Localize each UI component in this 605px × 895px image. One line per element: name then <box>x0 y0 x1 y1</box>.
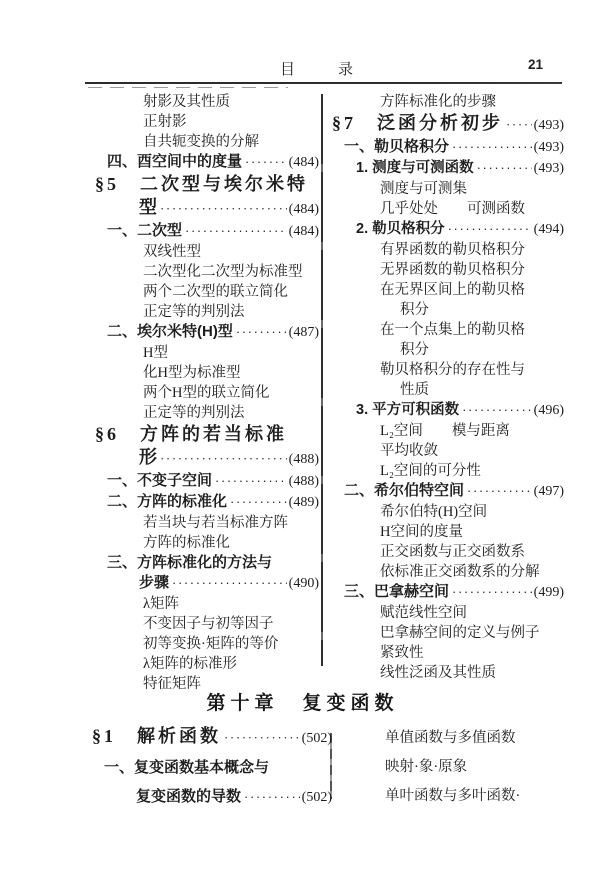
toc-entry-text: 二、埃尔米特(H)型 <box>107 323 233 340</box>
dot-leader <box>172 573 287 593</box>
toc-row <box>95 383 319 403</box>
page-ref: (489) <box>288 495 319 510</box>
chapter-heading: 第十章 复变函数 <box>206 693 399 714</box>
toc-entry-text: §6 方阵的若当标准 <box>95 424 287 444</box>
toc-row <box>95 302 319 322</box>
toc-entry-text: 化H型为标准型 <box>143 365 241 381</box>
page-ref: (496) <box>533 403 564 418</box>
header-rule-artifact <box>88 87 288 88</box>
toc-row <box>95 221 319 242</box>
toc-row <box>332 542 564 562</box>
dot-leader <box>506 112 532 136</box>
toc-entry-text: 正定等的判别法 <box>143 304 245 320</box>
toc-row <box>95 634 319 654</box>
toc-entry-text: 一、复变函数基本概念与 <box>104 759 270 776</box>
page-ref: (488) <box>288 474 319 489</box>
toc-row <box>332 663 564 683</box>
toc-row <box>332 137 564 158</box>
toc-column-left <box>95 92 319 694</box>
toc-entry-text: 两个二次型的联立简化 <box>143 284 288 300</box>
toc-row <box>95 471 319 492</box>
toc-row <box>95 513 319 533</box>
toc-entry-text: 性质 <box>400 382 429 398</box>
toc-row <box>332 320 564 340</box>
toc-entry-text: 初等变换·矩阵的等价 <box>143 636 279 652</box>
toc-row <box>332 340 564 360</box>
page-ref: (484) <box>288 202 319 217</box>
toc-entry-text: 形 <box>139 447 157 467</box>
dot-leader <box>448 219 532 239</box>
toc-row <box>332 562 564 582</box>
toc-row <box>332 300 564 320</box>
toc-entry-text: §5 二次型与埃尔米特 <box>95 174 308 194</box>
toc-row <box>95 173 319 196</box>
toc-row <box>332 623 564 643</box>
toc-row <box>95 196 319 221</box>
toc-row <box>95 403 319 423</box>
toc-entry-text: 方阵标准化的步骤 <box>380 94 496 110</box>
page-ref: (484) <box>288 224 319 239</box>
toc-entry-text: 积分 <box>400 302 429 318</box>
page-ref: (499) <box>533 585 564 600</box>
toc-entry-text: 特征矩阵 <box>143 676 201 692</box>
dot-leader <box>477 158 532 178</box>
toc-entry-text: 依标准正交函数系的分解 <box>380 564 540 580</box>
toc-entry-text: 若当块与若当标准方阵 <box>143 515 288 531</box>
dot-leader <box>160 196 287 220</box>
dot-leader <box>452 582 532 602</box>
toc-entry-text: 2. 勒贝格积分 <box>356 221 445 237</box>
toc-row <box>95 132 319 152</box>
toc-row <box>95 152 319 173</box>
toc-row <box>95 322 319 343</box>
toc-entry-text: 自共轭变换的分解 <box>143 134 259 150</box>
toc-entry-text: L₂空间的可分性 <box>380 463 481 479</box>
toc-entry-text: 平均收敛 <box>380 443 438 459</box>
toc-entry-text: 正射影 <box>143 114 187 130</box>
page-ref: (487) <box>288 325 319 340</box>
dot-leader <box>467 481 532 501</box>
toc-entry-text: 四、酉空间中的度量 <box>107 153 243 170</box>
page-ref: (493) <box>533 161 564 176</box>
toc-entry-text: 射影及其性质 <box>143 94 230 110</box>
toc-entry-text: 在无界区间上的勒贝格 <box>380 282 525 298</box>
toc-row <box>95 492 319 513</box>
toc-row <box>332 481 564 502</box>
dot-leader <box>244 782 300 811</box>
toc-entry-text: 巴拿赫空间的定义与例子 <box>380 625 540 641</box>
toc-row <box>332 421 564 441</box>
toc-entry-text: 两个H型的联立简化 <box>143 385 270 401</box>
toc-entry-text: 几乎处处 可测函数 <box>380 201 525 217</box>
toc-row <box>332 603 564 623</box>
page-ref: (488) <box>288 452 319 467</box>
toc-row <box>332 280 564 300</box>
toc-row <box>332 360 564 380</box>
toc-entry-text: 正交函数与正交函数系 <box>380 544 525 560</box>
toc-row <box>332 112 564 137</box>
toc-entry-text: 测度与可测集 <box>380 181 467 197</box>
dot-leader <box>452 137 532 157</box>
toc-row <box>332 502 564 522</box>
toc-column-right <box>332 92 564 683</box>
toc-row <box>332 92 564 112</box>
toc-row <box>95 112 319 132</box>
toc-row <box>95 242 319 262</box>
toc-row <box>95 594 319 614</box>
toc-entry-text: 积分 <box>400 342 429 358</box>
toc-entry-text: §1 解析函数 <box>92 726 221 746</box>
toc-row <box>332 643 564 663</box>
toc-row <box>332 461 564 481</box>
toc-row <box>95 343 319 363</box>
toc-row <box>95 92 319 112</box>
toc-entry-text: 方阵的标准化 <box>143 535 230 551</box>
toc-entry-text: 勒贝格积分的存在性与 <box>380 362 525 378</box>
toc-row <box>332 199 564 219</box>
toc-entry-text: 有界函数的勒贝格积分 <box>380 242 525 258</box>
toc-entry-text: H空间的度量 <box>380 524 463 540</box>
page-ref: (497) <box>533 484 564 499</box>
toc-entry-text: L₂空间 模与距离 <box>380 423 510 439</box>
toc-row <box>95 423 319 446</box>
toc-row <box>332 400 564 421</box>
toc-row <box>95 262 319 282</box>
toc-entry-text: §7 泛函分析初步 <box>332 113 503 133</box>
toc-entry-text: 二、方阵的标准化 <box>107 493 228 510</box>
toc-entry-text: 一、勒贝格积分 <box>344 138 450 155</box>
toc-entry-text: 线性泛函及其性质 <box>380 665 496 681</box>
dot-leader <box>185 221 287 241</box>
dot-leader <box>462 400 532 420</box>
toc-entry-text: 步骤 <box>139 574 170 591</box>
dot-leader <box>224 722 300 752</box>
page-ref: (502) <box>301 731 332 746</box>
toc-entry-text: 赋范线性空间 <box>380 605 467 621</box>
toc-entry-text: 紧致性 <box>380 645 424 661</box>
toc-entry-text: 1. 测度与可测函数 <box>356 160 474 176</box>
toc-row <box>95 614 319 634</box>
toc-entry-text: 三、方阵标准化的方法与 <box>107 554 273 571</box>
page-ref: (490) <box>288 576 319 591</box>
toc-row <box>95 654 319 674</box>
dot-leader <box>230 492 287 512</box>
toc-entry-text: H型 <box>143 345 168 361</box>
toc-row <box>385 782 570 811</box>
toc-row <box>95 553 319 573</box>
toc-entry-text: 不变因子与初等因子 <box>143 616 274 632</box>
toc-entry-text: 单叶函数与多叶函数· <box>385 788 521 804</box>
toc-row <box>95 533 319 553</box>
toc-row <box>95 363 319 383</box>
toc-entry-text: 三、巴拿赫空间 <box>344 583 450 600</box>
toc-entry-text: 单值函数与多值函数 <box>385 730 516 746</box>
toc-entry-text: 复变函数的导数 <box>136 788 242 805</box>
page-header-title: 目 录 <box>279 62 367 78</box>
toc-entry-text: 一、不变子空间 <box>107 472 213 489</box>
toc-row <box>332 219 564 240</box>
toc-entry-text: 映射·象·原象 <box>385 759 468 775</box>
dot-leader <box>215 471 287 491</box>
toc-row <box>332 380 564 400</box>
dot-leader <box>245 152 287 172</box>
toc-row <box>95 446 319 471</box>
toc-row <box>332 158 564 179</box>
toc-row <box>332 582 564 603</box>
toc-entry-text: 二次型化二次型为标准型 <box>143 264 303 280</box>
toc-entry-text: 双线性型 <box>143 244 201 260</box>
toc-row <box>385 724 570 753</box>
toc-entry-text: 3. 平方可积函数 <box>356 402 460 418</box>
toc-entry-text: 在一个点集上的勒贝格 <box>380 322 525 338</box>
header-rule <box>85 82 562 84</box>
toc-entry-text: 型 <box>139 197 157 217</box>
toc-entry-text: 希尔伯特(H)空间 <box>380 504 488 520</box>
toc-row <box>332 179 564 199</box>
toc-entry-text: 二、希尔伯特空间 <box>344 482 465 499</box>
toc-row <box>95 573 319 594</box>
toc-row <box>95 282 319 302</box>
column-divider <box>321 94 323 666</box>
toc-row <box>332 240 564 260</box>
toc-entry-text: 正定等的判别法 <box>143 405 245 421</box>
toc-row <box>92 722 332 753</box>
page-number: 21 <box>528 57 544 72</box>
dot-leader <box>236 322 287 342</box>
chapter-column-right <box>385 724 570 811</box>
toc-entry-text: λ矩阵 <box>143 596 180 612</box>
page-ref: (493) <box>533 118 564 133</box>
page-ref: (484) <box>288 155 319 170</box>
toc-row <box>332 260 564 280</box>
toc-row <box>332 441 564 461</box>
page-ref: (494) <box>533 222 564 237</box>
toc-entry-text: 无界函数的勒贝格积分 <box>380 262 525 278</box>
toc-entry-text: λ矩阵的标准形 <box>143 656 238 672</box>
toc-row <box>92 753 332 782</box>
toc-entry-text: 一、二次型 <box>107 222 183 239</box>
dot-leader <box>160 446 287 470</box>
page-ref: (493) <box>533 140 564 155</box>
toc-row <box>332 522 564 542</box>
page-ref: (502) <box>301 790 332 805</box>
toc-row <box>92 782 332 812</box>
toc-row <box>385 753 570 782</box>
chapter-column-left <box>92 722 332 812</box>
